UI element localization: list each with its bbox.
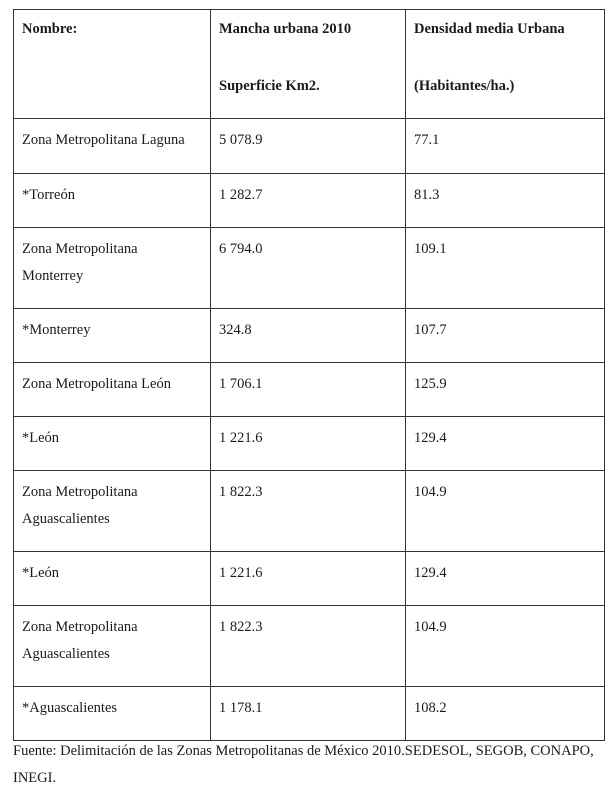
table-row (14, 606, 605, 687)
header-area (211, 10, 406, 119)
cell-density: 129.4 (406, 417, 605, 471)
header-name-label: Nombre: (22, 21, 78, 37)
cell-name: Zona Metropolitana Aguascalientes (14, 471, 211, 552)
header-area-title: Mancha urbana 2010 (219, 21, 352, 37)
source-note: Fuente: Delimitación de las Zonas Metropolitanas de México 2010.SEDESOL, SEGOB, CONAPO, INEGI. (13, 743, 594, 786)
cell-density: 109.1 (406, 228, 605, 309)
cell-name: *León (14, 552, 211, 606)
cell-area: 324.8 (211, 309, 406, 363)
table-row (14, 471, 605, 552)
cell-area: 1 822.3 (211, 471, 406, 552)
cell-density: 104.9 (406, 471, 605, 552)
cell-density: 107.7 (406, 309, 605, 363)
cell-name: Zona Metropolitana Laguna (14, 119, 211, 174)
table-row (14, 309, 605, 363)
cell-name: *Monterrey (14, 309, 211, 363)
cell-area: 5 078.9 (211, 119, 406, 174)
cell-area: 1 221.6 (211, 417, 406, 471)
cell-density: 104.9 (406, 606, 605, 687)
cell-name: *Aguascalientes (14, 687, 211, 741)
cell-density: 77.1 (406, 119, 605, 174)
cell-density: 129.4 (406, 552, 605, 606)
table-row (14, 228, 605, 309)
table-row (14, 552, 605, 606)
header-area-unit: Superficie Km2. (219, 78, 320, 94)
table-row (14, 363, 605, 417)
header-density-unit: (Habitantes/ha.) (414, 78, 515, 94)
cell-area: 1 822.3 (211, 606, 406, 687)
cell-name: Zona Metropolitana Monterrey (14, 228, 211, 309)
cell-density: 125.9 (406, 363, 605, 417)
cell-area: 1 221.6 (211, 552, 406, 606)
cell-area: 1 178.1 (211, 687, 406, 741)
cell-density: 108.2 (406, 687, 605, 741)
table-row (14, 174, 605, 228)
cell-area: 1 706.1 (211, 363, 406, 417)
cell-density: 81.3 (406, 174, 605, 228)
cell-area: 6 794.0 (211, 228, 406, 309)
table-row (14, 687, 605, 741)
cell-name: Zona Metropolitana León (14, 363, 211, 417)
header-density (406, 10, 605, 119)
header-name (14, 10, 211, 119)
table-header-row (14, 10, 605, 119)
cell-name: *León (14, 417, 211, 471)
table-row (14, 119, 605, 174)
cell-name: *Torreón (14, 174, 211, 228)
header-density-title: Densidad media Urbana (414, 21, 565, 37)
data-table (13, 9, 605, 741)
table-row (14, 417, 605, 471)
cell-area: 1 282.7 (211, 174, 406, 228)
cell-name: Zona Metropolitana Aguascalientes (14, 606, 211, 687)
